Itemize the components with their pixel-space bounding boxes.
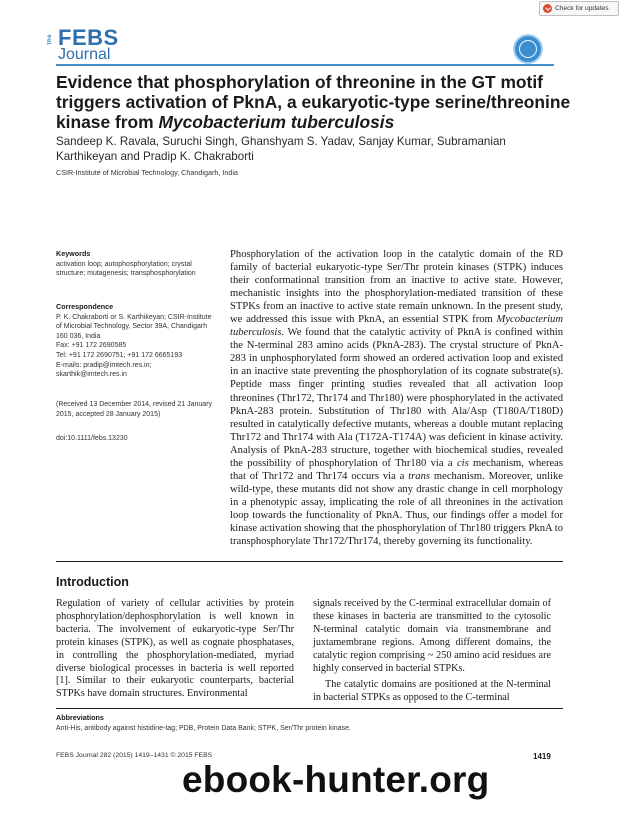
correspondence-tel: Tel: +91 172 2690751; +91 172 6665193 (56, 351, 183, 359)
abbreviations-heading: Abbreviations (56, 713, 104, 722)
check-for-updates-button[interactable] (539, 1, 619, 16)
febs-seal-icon (513, 34, 543, 64)
header-rule (56, 64, 554, 66)
affiliation: CSIR-Institute of Microbial Technology, Chandigarh, India (56, 168, 238, 177)
abstract: Phosphorylation of the activation loop in the catalytic domain of the RD family of bacterial eukaryotic-type Ser/Thr protein kinases (STPK) induces their conformational transition from an inactive to active state. However, mechanistic insights into the phosphorylation-mediated transition of these STPKs from an inactive to active state remain unknown. In the present study, we addressed this issue with PknA, an essential STPK from Mycobacterium tuberculosis. We found that the catalytic activity of PknA is confined within the N-terminal 283 amino acids (PknA-283). The crystal structure of PknA-283 in unphosphorylated form showed an ordered activation loop and existed in an inactive state preventing the phosphorylation of its cognate substrate(s). Peptide mass finger printing studies revealed that all activation loop threonines (Thr172, Thr174 and Thr180) were phosphorylated in the activated PknA-283 protein. Substitution of Thr180 with Ala/Asp (T180A/T180D) resulted in catalytically defective mutants, whereas a double mutant replacing Thr172 and Thr174 with Ala (T172A-T174A) was deficient in kinase activity. Analysis of PknA-283 structure, together with biochemical studies, revealed the possibility of phosphorylation of Thr180 via a cis mechanism, whereas that of Thr172 and Thr174 occurs via a trans mechanism. Moreover, unlike wild-type, these mutants did not show any drastic change in cell morphology in a phenotypic assay, implicating the role of all threonines in the activation loop towards the functionality of PknA. Thus, our findings offer a model for kinase activation showing that the phosphorylation of Thr180 triggers PknA to transphosphorylate Thr172/Thr174, thereby governing its functionality. (230, 249, 563, 548)
section-divider (56, 561, 563, 562)
keywords-text: activation loop; autophosphorylation; crystal structure; mutagenesis; transphosphorylation (56, 260, 196, 278)
correspondence-fax: Fax: +91 172 2690585 (56, 342, 127, 350)
keywords-block (56, 249, 216, 279)
page-number: 1419 (533, 752, 551, 761)
update-check-icon (543, 4, 552, 13)
keywords-heading: Keywords (56, 249, 91, 258)
article-title: Evidence that phosphorylation of threonine in the GT motif triggers activation of PknA, a eukaryotic-type serine/threonine kinase from Mycobacterium tuberculosis (56, 72, 571, 132)
author-list: Sandeep K. Ravala, Suruchi Singh, Ghanshyam S. Yadav, Sanjay Kumar, Subramanian Karthikeyan and Pradip K. Chakraborti (56, 135, 506, 163)
correspondence-emails: E-mails: pradip@imtech.res.in; skarthik@imtech.res.in (56, 361, 152, 379)
correspondence-address: P. K. Chakraborti or S. Karthikeyan; CSIR-Institute of Microbial Technology, Sector 39A, Chandigarh 160 036, India (56, 313, 212, 340)
journal-logo-sub: Journal (58, 46, 111, 63)
intro-column-left: Regulation of variety of cellular activities by protein phosphorylation/dephosphorylation is well known in bacteria. The involvement of eukaryotic-type Ser/Thr protein kinases (STPK), as well as cognate phosphatases, in controlling the phosphorylation-mediated, myriad diverse biological processes in bacteria is well reported [1]. Similar to their eukaryotic counterparts, bacterial STPKs have domain structures. Environmental (56, 598, 294, 700)
journal-logo-the: the (47, 34, 53, 45)
abbreviations-divider (56, 708, 563, 709)
received-dates: (Received 13 December 2014, revised 21 January 2015, accepted 28 January 2015) (56, 401, 213, 418)
check-for-updates-label: Check for updates (555, 5, 609, 12)
journal-logo-name: FEBS (58, 25, 119, 50)
doi-link[interactable]: doi:10.1111/febs.13230 (56, 435, 128, 442)
footer-citation: FEBS Journal 282 (2015) 1419–1431 © 2015 FEBS (56, 752, 213, 759)
correspondence-block (56, 302, 216, 380)
introduction-heading: Introduction (56, 575, 129, 589)
abbreviations-text: Anti-His, antibody against histidine-tag; PDB, Protein Data Bank; STPK, Ser/Thr protein kinase. (56, 725, 351, 732)
correspondence-heading: Correspondence (56, 302, 114, 311)
intro-column-right: signals received by the C-terminal extracellular domain of these kinases in bacteria are transmitted to the cytosolic N-terminal catalytic domain via transmembrane and juxtamembrane regions. Among different domains, the catalytic region comprising ~ 250 amino acid residues are highly conserved in bacterial STPKs. The catalytic domains are positioned at the N-terminal in bacterial STPKs as opposed to the C-terminal (313, 598, 551, 704)
watermark-text: ebook-hunter.org (182, 759, 490, 800)
